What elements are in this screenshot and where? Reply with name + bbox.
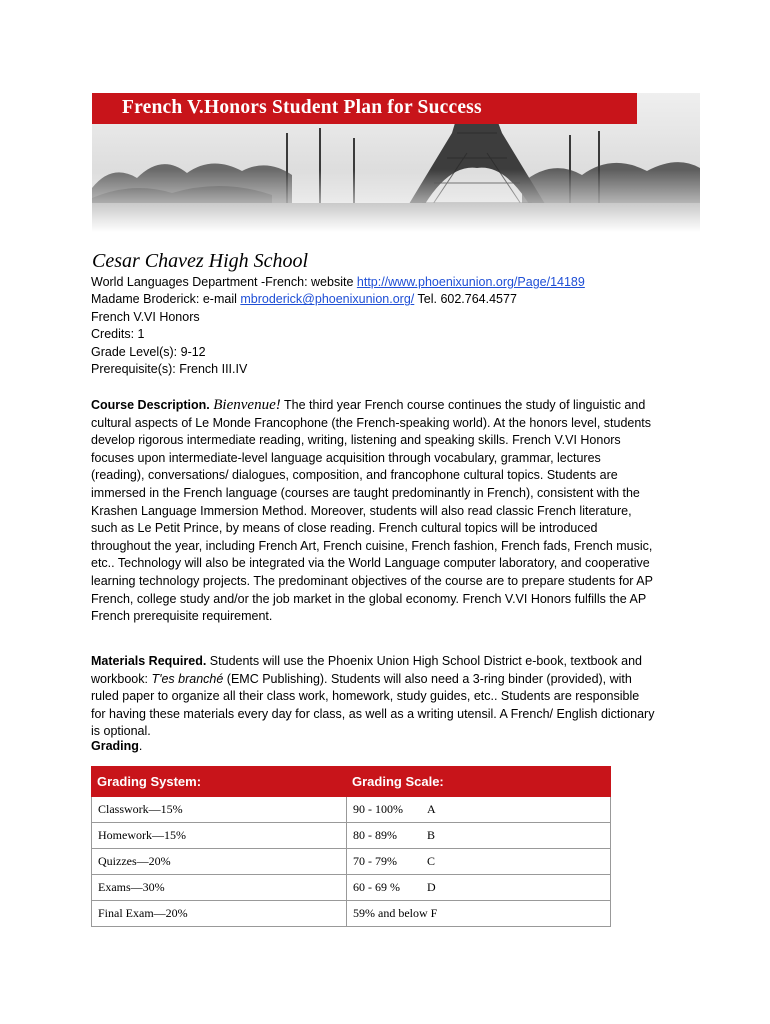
grading-scale-header: Grading Scale: [347, 767, 611, 797]
grading-system-cell: Quizzes—20% [92, 849, 347, 875]
teacher-text: Madame Broderick: e-mail [91, 292, 241, 307]
grading-system-header: Grading System: [92, 767, 347, 797]
teacher-line [91, 291, 585, 308]
school-name: Cesar Chavez High School [92, 250, 309, 272]
grading-system-cell: Homework—15% [92, 823, 347, 849]
department-website-link[interactable]: http://www.phoenixunion.org/Page/14189 [356, 275, 585, 289]
table-row [92, 823, 611, 849]
banner-title: French V.Honors Student Plan for Success [122, 97, 482, 118]
bienvenue-greeting: Bienvenue! [213, 397, 281, 413]
grading-scale-cell [347, 875, 611, 901]
grading-system-cell: Classwork—15% [92, 797, 347, 823]
table-row [92, 875, 611, 901]
grade-levels: Grade Level(s): 9-12 [91, 344, 206, 359]
grading-system-cell: Final Exam—20% [92, 901, 347, 927]
materials-heading: Materials Required. [91, 654, 207, 668]
teacher-tel: Tel. 602.764.4577 [414, 292, 517, 307]
department-line [91, 274, 585, 291]
grading-heading: Grading [91, 739, 139, 753]
scale-range: 60 - 69 % [353, 880, 400, 894]
materials-text-2: (EMC Publishing). Students will also need a 3-ring binder (provided), with ruled paper to organize all their class work, homework, study guides, etc.. Students are responsible for having these materials every day for class, as well as a writing utensil. A French/ English dictionary is optional. [91, 671, 655, 739]
grading-table [91, 766, 611, 927]
credits: Credits: 1 [91, 327, 145, 342]
materials-required [91, 653, 656, 741]
scale-range: 59% and below F [353, 906, 438, 920]
scale-letter: D [427, 880, 436, 894]
book-title: T'es branché [151, 671, 224, 686]
grading-scale-cell [347, 849, 611, 875]
grading-scale-cell [347, 823, 611, 849]
scale-range: 90 - 100% [353, 802, 403, 816]
course-info [91, 274, 585, 378]
grading-label [91, 739, 142, 753]
header-banner [92, 93, 700, 232]
grading-scale-cell [347, 797, 611, 823]
grading-scale-cell [347, 901, 611, 927]
grading-heading-punct: . [138, 739, 143, 753]
materials-text-1: Students will use the Phoenix Union High School District e-book, textbook and workbook: [91, 654, 642, 686]
scale-range: 70 - 79% [353, 854, 397, 868]
scale-range: 80 - 89% [353, 828, 397, 842]
course-description [91, 397, 656, 626]
scale-letter: B [427, 828, 436, 842]
table-row [92, 797, 611, 823]
prerequisites: Prerequisite(s): French III.IV [91, 362, 248, 377]
course-name: French V.VI Honors [91, 309, 200, 324]
course-description-heading: Course Description. [91, 398, 210, 412]
grading-system-cell: Exams—30% [92, 875, 347, 901]
scale-letter: C [427, 854, 436, 868]
course-description-text: The third year French course continues the study of linguistic and cultural aspects of Le Monde Francophone (the French-speaking world). At the honors level, students develop rigorous intermediate reading, writing, listening and speaking skills. French V.VI Honors focuses upon intermediate-level language acquisition through vocabulary, grammar, lectures (reading), conversations/ dialogues, composition, and francophone cultural topics. Students are immersed in the French language (courses are taught predominantly in French), consistent with the Krashen Language Immersion Method. Moreover, students will also read classic French literature, such as Le Petit Prince, by means of close reading. French cultural topics will be introduced throughout the year, including French Art, French cuisine, French fashion, French fads, French music, etc.. Technology will also be integrated via the World Language computer laboratory, and cooperative learning technology projects. The predominant objectives of the course are to prepare students for AP French, college study and/or the job market in the global economy. French V.VI Honors fulfills the AP French prerequisite requirement. [91, 398, 653, 624]
teacher-email-link[interactable]: mbroderick@phoenixunion.org/ [240, 292, 415, 307]
scale-letter: A [427, 802, 436, 816]
table-row [92, 901, 611, 927]
table-row [92, 849, 611, 875]
grading-table-header [92, 767, 611, 797]
department-text: World Languages Department -French: website [91, 275, 357, 289]
